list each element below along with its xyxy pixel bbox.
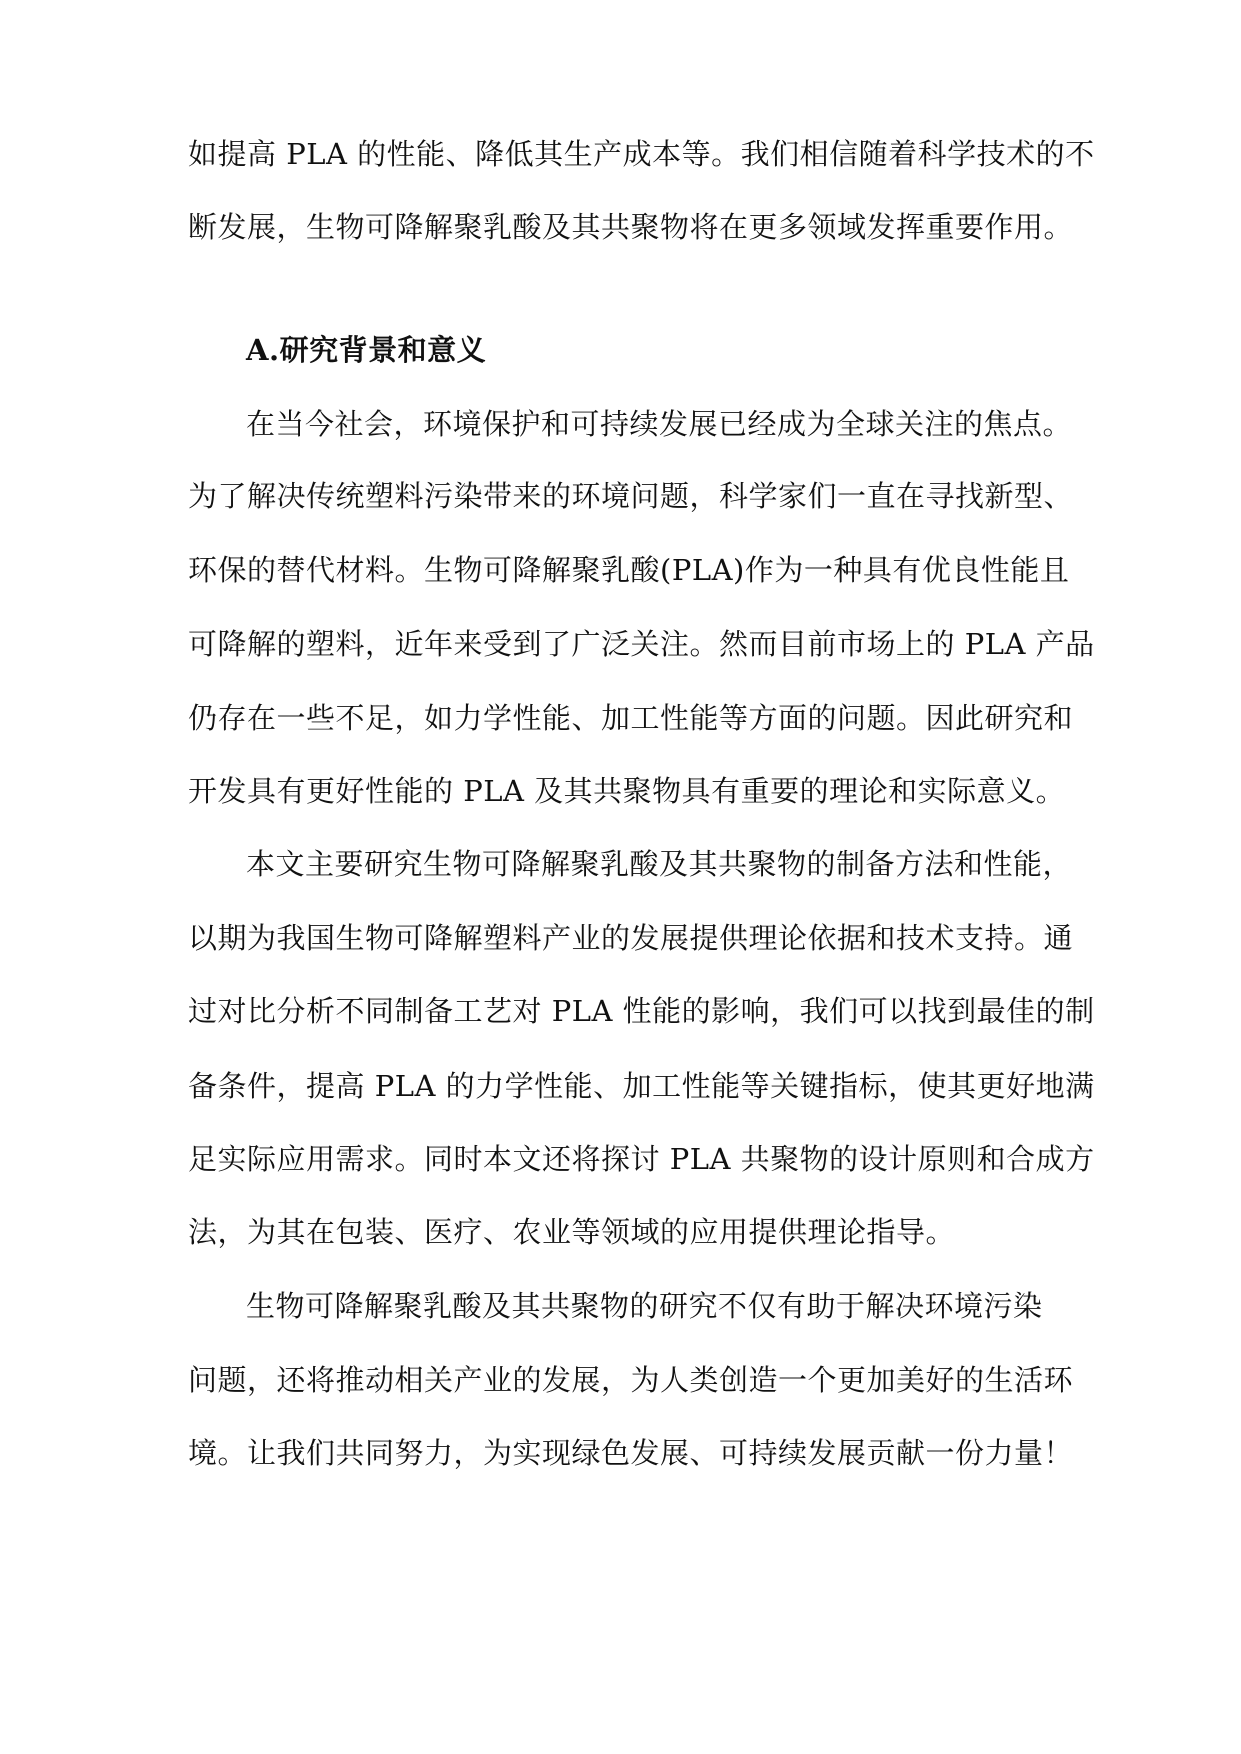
paragraph-1-line: 开发具有更好性能的 PLA 及其共聚物具有重要的理论和实际意义。 — [188, 774, 1066, 808]
paragraph-2-line: 足实际应用需求。同时本文还将探讨 PLA 共聚物的设计原则和合成方 — [188, 1142, 1095, 1176]
paragraph-2-line: 本文主要研究生物可降解聚乳酸及其共聚物的制备方法和性能， — [246, 847, 1073, 881]
intro-line: 断发展，生物可降解聚乳酸及其共聚物将在更多领域发挥重要作用。 — [188, 210, 1074, 244]
paragraph-1-line: 在当今社会，环境保护和可持续发展已经成为全球关注的焦点。 — [246, 407, 1073, 441]
paragraph-1-line: 仍存在一些不足，如力学性能、加工性能等方面的问题。因此研究和 — [188, 701, 1074, 735]
section-heading: A.研究背景和意义 — [246, 333, 487, 367]
paragraph-3-line: 生物可降解聚乳酸及其共聚物的研究不仅有助于解决环境污染 — [246, 1289, 1043, 1323]
paragraph-1-line: 为了解决传统塑料污染带来的环境问题，科学家们一直在寻找新型、 — [188, 479, 1074, 513]
intro-line: 如提高 PLA 的性能、降低其生产成本等。我们相信随着科学技术的不 — [188, 137, 1095, 171]
paragraph-3-line: 境。让我们共同努力，为实现绿色发展、可持续发展贡献一份力量！ — [188, 1436, 1074, 1470]
paragraph-2-line: 以期为我国生物可降解塑料产业的发展提供理论依据和技术支持。通 — [188, 921, 1074, 955]
paragraph-1-line: 环保的替代材料。生物可降解聚乳酸(PLA)作为一种具有优良性能且 — [188, 553, 1070, 587]
paragraph-2-line: 法，为其在包装、医疗、农业等领域的应用提供理论指导。 — [188, 1215, 956, 1249]
paragraph-1-line: 可降解的塑料，近年来受到了广泛关注。然而目前市场上的 PLA 产品 — [188, 627, 1095, 661]
paragraph-2-line: 备条件，提高 PLA 的力学性能、加工性能等关键指标，使其更好地满 — [188, 1069, 1095, 1103]
paragraph-3-line: 问题，还将推动相关产业的发展，为人类创造一个更加美好的生活环 — [188, 1363, 1074, 1397]
paragraph-2-line: 过对比分析不同制备工艺对 PLA 性能的影响，我们可以找到最佳的制 — [188, 994, 1095, 1028]
